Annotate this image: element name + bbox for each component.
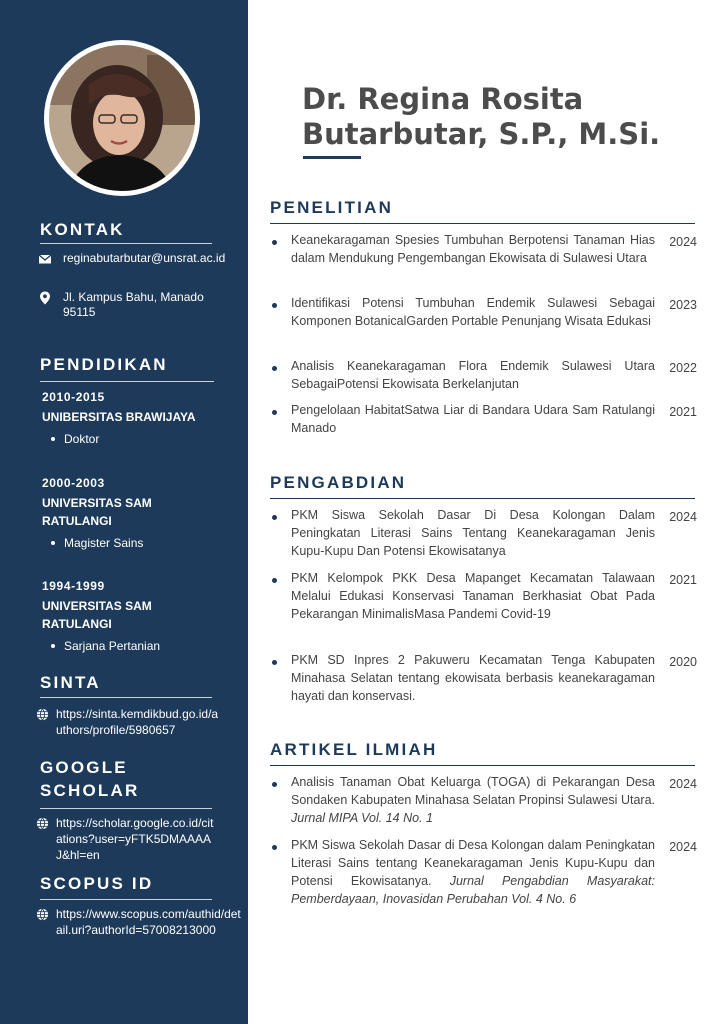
bullet — [272, 303, 277, 308]
bullet — [272, 782, 277, 787]
research-heading: PENELITIAN — [270, 198, 394, 217]
contact-heading: KONTAK — [40, 220, 125, 239]
scholar-divider — [40, 808, 212, 809]
service-title: PKM SD Inpres 2 Pakuweru Kecamatan Tenga Kabupaten Minahasa Selatan tentang ekowisata berbasis keanekaragaman hayati dan konservasi. — [291, 653, 655, 703]
research-year: 2021 — [669, 405, 697, 419]
education-school: UNIBERSITAS BRAWIJAYA — [42, 410, 196, 424]
article-title: Analisis Tanaman Obat Keluarga (TOGA) di Pekarangan Desa Sondaken Kabupaten Minahasa Selatan Propinsi Sulawesi Utara. — [291, 775, 655, 807]
education-school: UNIVERSITAS SAM RATULANGI — [42, 496, 152, 528]
scopus-link[interactable]: https://www.scopus.com/authid/detail.uri?authorId=57008213000 — [56, 907, 241, 937]
article-citation — [291, 836, 655, 908]
list-item — [272, 773, 697, 827]
bullet — [272, 515, 277, 520]
research-year: 2023 — [669, 298, 697, 312]
bullet — [272, 410, 277, 415]
sinta-divider — [40, 697, 212, 698]
research-title: Analisis Keanekaragaman Flora Endemik Sulawesi Utara SebagaiPotensi Ekowisata Berkelanjutan — [291, 359, 655, 391]
education-years: 2000-2003 — [42, 476, 105, 490]
service-year: 2021 — [669, 573, 697, 587]
scholar-link[interactable]: https://scholar.google.co.id/citations?user=yFTK5DMAAAAJ&hl=en — [56, 816, 214, 862]
service-divider — [270, 498, 695, 499]
list-item — [272, 294, 697, 330]
bullet — [272, 660, 277, 665]
article-year: 2024 — [669, 777, 697, 791]
scopus-heading: SCOPUS ID — [40, 874, 154, 893]
list-item — [272, 651, 697, 705]
sinta-link-row — [36, 706, 221, 738]
article-journal: Jurnal Pengabdian Masyarakat: Pemberdayaan, Inovasidan Perubahan Vol. 4 No. 6 — [291, 874, 655, 906]
research-year: 2024 — [669, 235, 697, 249]
list-item — [272, 231, 697, 267]
list-item — [272, 506, 697, 560]
profile-photo — [44, 40, 200, 196]
contact-divider — [40, 243, 212, 244]
education-heading: PENDIDIKAN — [40, 355, 168, 374]
education-degree: Doktor — [42, 431, 232, 447]
education-years: 1994-1999 — [42, 579, 105, 593]
scopus-link-row — [36, 906, 241, 938]
education-item — [42, 388, 232, 447]
article-title: PKM Siswa Sekolah Dasar di Desa Kolongan dalam Peningkatan Literasi Sains tentang Keanekaragaman Jenis Kupu-Kupu dan Potensi Ekowisatanya. — [291, 838, 655, 888]
research-title: Pengelolaan HabitatSatwa Liar di Bandara Udara Sam Ratulangi Manado — [291, 403, 655, 435]
address-text: Jl. Kampus Bahu, Manado 95115 — [63, 290, 204, 319]
sidebar — [0, 0, 248, 1024]
email-text[interactable]: reginabutarbutar@unsrat.ac.id — [63, 251, 226, 265]
bullet — [272, 240, 277, 245]
scholar-heading: GOOGLE SCHOLAR — [40, 758, 140, 800]
education-school: UNIVERSITAS SAM RATULANGI — [42, 599, 152, 631]
list-item — [272, 401, 697, 437]
education-degree: Sarjana Pertanian — [42, 638, 232, 654]
education-divider — [40, 381, 214, 382]
list-item — [272, 357, 697, 393]
service-year: 2020 — [669, 655, 697, 669]
bullet — [272, 845, 277, 850]
globe-icon — [36, 908, 49, 921]
list-item — [272, 836, 697, 908]
education-item — [42, 474, 232, 551]
research-divider — [270, 223, 695, 224]
contact-address — [38, 290, 238, 320]
article-citation — [291, 773, 655, 827]
article-journal: Jurnal MIPA Vol. 14 No. 1 — [291, 811, 433, 825]
sinta-heading: SINTA — [40, 673, 101, 692]
service-heading: PENGABDIAN — [270, 473, 407, 492]
bullet — [272, 366, 277, 371]
page-title: Dr. Regina Rosita Butarbutar, S.P., M.Si. — [302, 82, 661, 151]
service-title: PKM Siswa Sekolah Dasar Di Desa Kolongan Dalam Peningkatan Literasi Sains Tentang Keanekaragaman Jenis Kupu-Kupu Dan Potensi Ekowisatanya — [291, 508, 655, 558]
envelope-icon — [38, 252, 52, 266]
research-title: Keanekaragaman Spesies Tumbuhan Berpotensi Tanaman Hias dalam Mendukung Pengembangan Ekowisata di Sulawesi Utara — [291, 233, 655, 265]
article-year: 2024 — [669, 840, 697, 854]
scholar-link-row — [36, 815, 216, 863]
articles-divider — [270, 765, 695, 766]
list-item — [272, 569, 697, 623]
map-pin-icon — [38, 291, 52, 305]
contact-email — [38, 251, 225, 266]
service-title: PKM Kelompok PKK Desa Mapanget Kecamatan Talawaan Melalui Edukasi Konservasi Tanaman Berkhasiat Obat Pada Pekarangan MinimalisMasa Pandemi Covid-19 — [291, 571, 655, 621]
research-title: Identifikasi Potensi Tumbuhan Endemik Sulawesi Sebagai Komponen BotanicalGarden Portable Penunjang Wisata Edukasi — [291, 296, 655, 328]
articles-heading: ARTIKEL ILMIAH — [270, 740, 438, 759]
globe-icon — [36, 708, 49, 721]
avatar — [49, 45, 195, 191]
globe-icon — [36, 817, 49, 830]
education-years: 2010-2015 — [42, 390, 105, 404]
research-year: 2022 — [669, 361, 697, 375]
sinta-link[interactable]: https://sinta.kemdikbud.go.id/authors/profile/5980657 — [56, 707, 219, 737]
scopus-divider — [40, 899, 212, 900]
service-year: 2024 — [669, 510, 697, 524]
bullet — [272, 578, 277, 583]
education-item — [42, 577, 232, 654]
title-underline — [303, 156, 361, 159]
education-degree: Magister Sains — [42, 535, 232, 551]
